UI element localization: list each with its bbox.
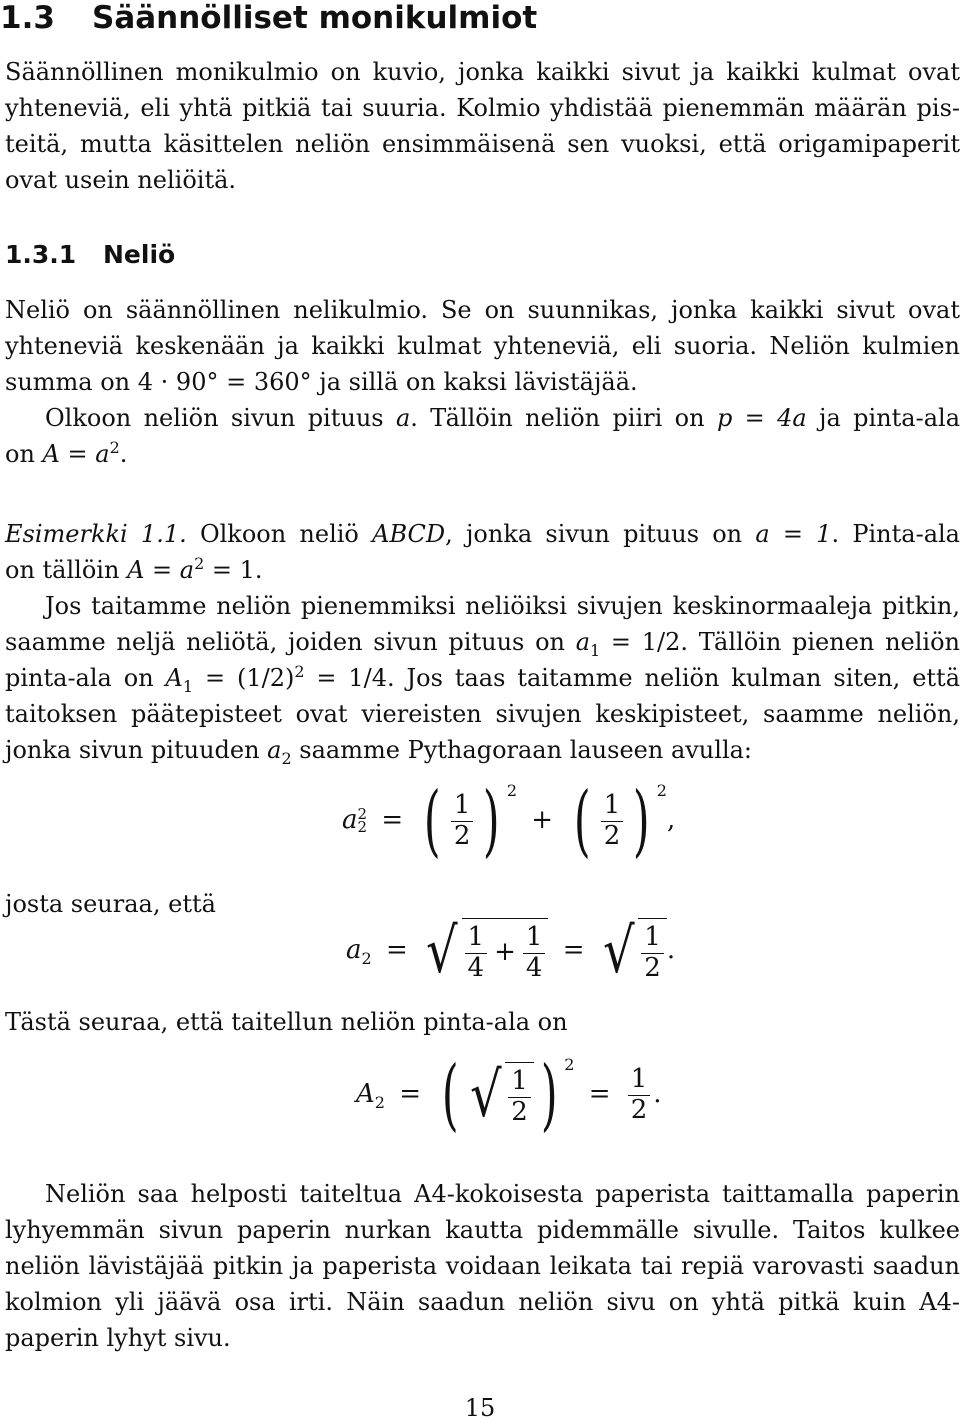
square-name: ABCD <box>372 520 446 548</box>
fraction-half-2: $\frac{1}{2}$ <box>601 791 624 852</box>
subsection-title: Neliö <box>103 240 176 269</box>
final-line-1: Neliön saa helposti taiteltua A4-kokoisesta paperista taittamalla paperin <box>45 1180 960 1208</box>
intro-line-3: teitä, mutta käsittelen neliön ensimmäisenä sen vuoksi, että origamipaperit <box>5 130 960 158</box>
equation-area: $A_2$ = ( √ $\frac{1}{2}$ ) $^2$ = $\frac{1}{2}$ . <box>356 1050 662 1140</box>
square-line-2: yhteneviä keskenään ja kaikki kulmat yhteneviä, eli suoria. Neliön kulmien <box>5 332 960 360</box>
sqrt-sum: √ $\frac{1}{4}$ + $\frac{1}{4}$ <box>422 918 548 984</box>
intro-line-1: Säännöllinen monikulmio on kuvio, jonka kaikki sivut ja kaikki kulmat ovat <box>5 58 960 86</box>
sqrt-half: √ $\frac{1}{2}$ <box>599 918 667 984</box>
fold-line-4: taitoksen päätepisteet ovat viereisten sivujen keskipisteet, saamme neliön, <box>5 700 960 728</box>
perimeter-formula: p = 4a <box>716 404 807 432</box>
perimeter-line-2: on $A = a^2$. <box>5 438 128 468</box>
final-line-4: kolmion yli jäävä osa irti. Näin saadun neliön sivu on yhtä pitkä kuin A4- <box>5 1288 960 1316</box>
fold-line-2: saamme neljä neliötä, joiden sivun pituus on $a_1 = 1/2$. Tällöin pienen neliön <box>5 628 960 660</box>
variable-a: a <box>395 404 411 432</box>
fold-line-5: jonka sivun pituuden $a_2$ saamme Pythagoraan lauseen avulla: <box>5 736 753 768</box>
section-title: Säännölliset monikulmiot <box>92 0 538 36</box>
section-number: 1.3 <box>0 0 55 36</box>
fold-line-3: pinta-ala on $A_1 = (1/2)^2 = 1/4$. Jos taas taitamme neliön kulman siten, että <box>5 662 960 696</box>
intro-line-2: yhteneviä, eli yhtä pitkiä tai suuria. Kolmio yhdistää pienemmän määrän pis- <box>5 94 960 122</box>
between-text: josta seuraa, että <box>5 890 216 918</box>
final-line-3: neliön lävistäjää pitkin ja paperista voidaan leikata tai repiä varovasti saadun <box>5 1252 960 1280</box>
fraction-half-1: $\frac{1}{2}$ <box>451 791 474 852</box>
perimeter-line-1: Olkoon neliön sivun pituus a. Tällöin neliön piiri on p = 4a ja pinta-ala <box>45 404 960 432</box>
example-line-1: Esimerkki 1.1. Olkoon neliö ABCD, jonka sivun pituus on a = 1. Pinta-ala <box>5 520 960 548</box>
final-line-5: paperin lyhyt sivu. <box>5 1324 231 1352</box>
subsection-heading <box>5 240 175 269</box>
area-formula: A = a <box>42 440 110 468</box>
page-number: 15 <box>464 1394 496 1422</box>
section-heading <box>0 0 537 36</box>
equation-pythagoras: a 2 2 = ( $\frac{1}{2}$ ) $^2$ + ( $\frac{1}{2}$ ) $^2$, <box>342 776 676 866</box>
final-line-2: lyhyemmän sivun paperin nurkan kautta pidemmälle sivulle. Taitos kulkee <box>5 1216 960 1244</box>
example-label: Esimerkki 1.1. <box>5 520 187 548</box>
intro-line-4: ovat usein neliöitä. <box>5 166 237 194</box>
square-line-3: summa on 4 · 90° = 360° ja sillä on kaksi lävistäjää. <box>5 368 638 396</box>
subsection-number: 1.3.1 <box>5 240 77 269</box>
fold-line-1: Jos taitamme neliön pienemmiksi neliöiksi sivujen keskinormaaleja pitkin, <box>45 592 960 620</box>
equation-side-length: $a_2$ = √ $\frac{1}{4}$ + $\frac{1}{4}$ = √ $\frac{1}{2}$ . <box>346 913 676 987</box>
example-line-2: on tällöin $A = a^2 = 1$. <box>5 554 263 584</box>
area-text: Tästä seuraa, että taitellun neliön pinta-ala on <box>5 1008 568 1036</box>
square-line-1: Neliö on säännöllinen nelikulmio. Se on suunnikas, jonka kaikki sivut ovat <box>5 296 960 324</box>
